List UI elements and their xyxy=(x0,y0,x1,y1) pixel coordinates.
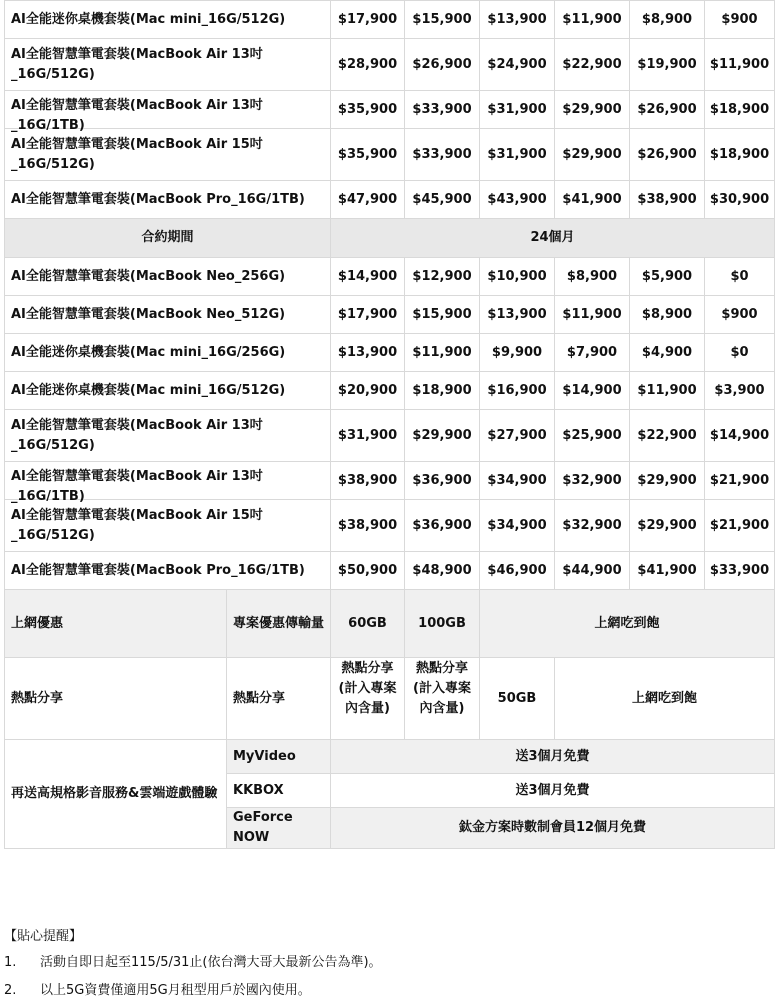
product-name: AI全能迷你桌機套裝(Mac mini_16G/512G) xyxy=(5,1,331,39)
price-cell: $20,900 xyxy=(331,372,405,410)
price-cell: $32,900 xyxy=(555,500,630,552)
price-cell: $44,900 xyxy=(555,552,630,590)
product-name: AI全能智慧筆電套裝(MacBook Neo_512G) xyxy=(5,296,331,334)
hotspot-sub-label: 熱點分享 xyxy=(227,658,331,740)
table-row xyxy=(5,372,775,410)
price-cell: $41,900 xyxy=(555,181,630,219)
table-row xyxy=(5,39,775,91)
price-cell: $26,900 xyxy=(630,129,705,181)
price-cell: $22,900 xyxy=(555,39,630,91)
price-cell: $15,900 xyxy=(405,1,480,39)
price-cell: $18,900 xyxy=(705,91,775,129)
price-cell: $900 xyxy=(705,1,775,39)
bonus-offer-geforce: 鈦金方案時數制會員12個月免費 xyxy=(331,808,775,849)
table-row xyxy=(5,552,775,590)
price-cell: $29,900 xyxy=(630,462,705,500)
price-cell: $29,900 xyxy=(555,129,630,181)
table-row xyxy=(5,296,775,334)
price-cell: $46,900 xyxy=(480,552,555,590)
price-cell: $11,900 xyxy=(630,372,705,410)
notes-section xyxy=(4,925,764,1005)
bonus-service-kkbox: KKBOX xyxy=(227,774,331,808)
data-offer-60gb: 60GB xyxy=(331,590,405,658)
price-cell: $41,900 xyxy=(630,552,705,590)
note-item xyxy=(4,977,764,1005)
product-name: AI全能智慧筆電套裝(MacBook Air 13吋_16G/512G) xyxy=(5,410,331,462)
price-cell: $11,900 xyxy=(555,296,630,334)
price-cell: $33,900 xyxy=(405,129,480,181)
data-offer-unlimited: 上網吃到飽 xyxy=(480,590,775,658)
table-row xyxy=(5,334,775,372)
price-cell: $22,900 xyxy=(630,410,705,462)
table-row xyxy=(5,1,775,39)
price-cell: $30,900 xyxy=(705,181,775,219)
note-number: 2. xyxy=(4,983,17,998)
price-cell: $16,900 xyxy=(480,372,555,410)
table-row xyxy=(5,410,775,462)
price-cell: $11,900 xyxy=(555,1,630,39)
bonus-row-myvideo xyxy=(5,740,775,774)
hotspot-50gb: 50GB xyxy=(480,658,555,740)
price-cell: $17,900 xyxy=(331,1,405,39)
price-cell: $38,900 xyxy=(331,462,405,500)
price-cell: $12,900 xyxy=(405,258,480,296)
data-offer-sub-label: 專案優惠傳輸量 xyxy=(227,590,331,658)
price-cell: $27,900 xyxy=(480,410,555,462)
price-cell: $48,900 xyxy=(405,552,480,590)
product-name: AI全能智慧筆電套裝(MacBook Air 15吋_16G/512G) xyxy=(5,129,331,181)
price-cell: $31,900 xyxy=(480,91,555,129)
price-cell: $28,900 xyxy=(331,39,405,91)
hotspot-label: 熱點分享 xyxy=(5,658,227,740)
price-cell: $18,900 xyxy=(405,372,480,410)
price-cell: $35,900 xyxy=(331,129,405,181)
hotspot-unlimited: 上網吃到飽 xyxy=(555,658,775,740)
price-cell: $4,900 xyxy=(630,334,705,372)
price-cell: $33,900 xyxy=(405,91,480,129)
data-offer-100gb: 100GB xyxy=(405,590,480,658)
price-cell: $8,900 xyxy=(555,258,630,296)
table-row xyxy=(5,500,775,552)
price-cell: $31,900 xyxy=(331,410,405,462)
price-cell: $43,900 xyxy=(480,181,555,219)
product-name: AI全能智慧筆電套裝(MacBook Pro_16G/1TB) xyxy=(5,181,331,219)
price-cell: $14,900 xyxy=(555,372,630,410)
notes-heading: 【貼心提醒】 xyxy=(4,929,83,944)
price-cell: $18,900 xyxy=(705,129,775,181)
price-cell: $0 xyxy=(705,258,775,296)
table-row xyxy=(5,462,775,500)
price-cell: $29,900 xyxy=(630,500,705,552)
price-cell: $34,900 xyxy=(480,500,555,552)
price-cell: $13,900 xyxy=(331,334,405,372)
bonus-service-geforce: GeForce NOW xyxy=(227,808,331,849)
price-cell: $25,900 xyxy=(555,410,630,462)
price-cell: $14,900 xyxy=(705,410,775,462)
table-row xyxy=(5,129,775,181)
price-cell: $50,900 xyxy=(331,552,405,590)
data-offer-row xyxy=(5,590,775,658)
price-cell: $33,900 xyxy=(705,552,775,590)
bonus-offer-myvideo: 送3個月免費 xyxy=(331,740,775,774)
product-name: AI全能智慧筆電套裝(MacBook Neo_256G) xyxy=(5,258,331,296)
product-name: AI全能迷你桌機套裝(Mac mini_16G/256G) xyxy=(5,334,331,372)
hotspot-row xyxy=(5,658,775,740)
product-name: AI全能智慧筆電套裝(MacBook Air 13吋_16G/1TB) xyxy=(5,91,331,129)
contract-period-label: 合約期間 xyxy=(5,219,331,258)
product-name: AI全能智慧筆電套裝(MacBook Air 15吋_16G/512G) xyxy=(5,500,331,552)
price-table xyxy=(4,0,775,849)
price-cell: $5,900 xyxy=(630,258,705,296)
note-number: 1. xyxy=(4,955,17,970)
price-cell: $13,900 xyxy=(480,296,555,334)
bonus-service-myvideo: MyVideo xyxy=(227,740,331,774)
product-name: AI全能智慧筆電套裝(MacBook Pro_16G/1TB) xyxy=(5,552,331,590)
hotspot-col-2: 熱點分享(計入專案內含量) xyxy=(405,658,480,740)
price-cell: $3,900 xyxy=(705,372,775,410)
price-cell: $17,900 xyxy=(331,296,405,334)
price-cell: $8,900 xyxy=(630,296,705,334)
price-cell: $24,900 xyxy=(480,39,555,91)
price-cell: $26,900 xyxy=(405,39,480,91)
price-cell: $7,900 xyxy=(555,334,630,372)
table-row xyxy=(5,258,775,296)
price-cell: $21,900 xyxy=(705,500,775,552)
price-cell: $11,900 xyxy=(405,334,480,372)
product-name: AI全能智慧筆電套裝(MacBook Air 13吋_16G/512G) xyxy=(5,39,331,91)
price-cell: $10,900 xyxy=(480,258,555,296)
note-text: 活動自即日起至115/5/31止(依台灣大哥大最新公告為準)。 xyxy=(40,955,382,970)
price-cell: $36,900 xyxy=(405,500,480,552)
price-cell: $0 xyxy=(705,334,775,372)
price-cell: $21,900 xyxy=(705,462,775,500)
price-cell: $13,900 xyxy=(480,1,555,39)
price-cell: $19,900 xyxy=(630,39,705,91)
bonus-label: 再送高規格影音服務&雲端遊戲體驗 xyxy=(5,740,227,849)
table-row xyxy=(5,91,775,129)
price-cell: $11,900 xyxy=(705,39,775,91)
note-text: 以上5G資費僅適用5G月租型用戶於國內使用。 xyxy=(40,983,311,998)
price-cell: $29,900 xyxy=(555,91,630,129)
price-cell: $29,900 xyxy=(405,410,480,462)
price-cell: $15,900 xyxy=(405,296,480,334)
price-cell: $14,900 xyxy=(331,258,405,296)
price-cell: $35,900 xyxy=(331,91,405,129)
price-cell: $31,900 xyxy=(480,129,555,181)
price-cell: $26,900 xyxy=(630,91,705,129)
contract-period-value: 24個月 xyxy=(331,219,775,258)
hotspot-col-1: 熱點分享(計入專案內含量) xyxy=(331,658,405,740)
price-cell: $32,900 xyxy=(555,462,630,500)
price-cell: $38,900 xyxy=(630,181,705,219)
product-name: AI全能智慧筆電套裝(MacBook Air 13吋_16G/1TB) xyxy=(5,462,331,500)
price-cell: $38,900 xyxy=(331,500,405,552)
price-cell: $9,900 xyxy=(480,334,555,372)
price-cell: $8,900 xyxy=(630,1,705,39)
price-cell: $36,900 xyxy=(405,462,480,500)
bonus-offer-kkbox: 送3個月免費 xyxy=(331,774,775,808)
price-cell: $45,900 xyxy=(405,181,480,219)
data-offer-label: 上網優惠 xyxy=(5,590,227,658)
price-cell: $900 xyxy=(705,296,775,334)
note-item xyxy=(4,949,764,977)
table-row xyxy=(5,181,775,219)
price-cell: $47,900 xyxy=(331,181,405,219)
price-cell: $34,900 xyxy=(480,462,555,500)
contract-period-row xyxy=(5,219,775,258)
product-name: AI全能迷你桌機套裝(Mac mini_16G/512G) xyxy=(5,372,331,410)
